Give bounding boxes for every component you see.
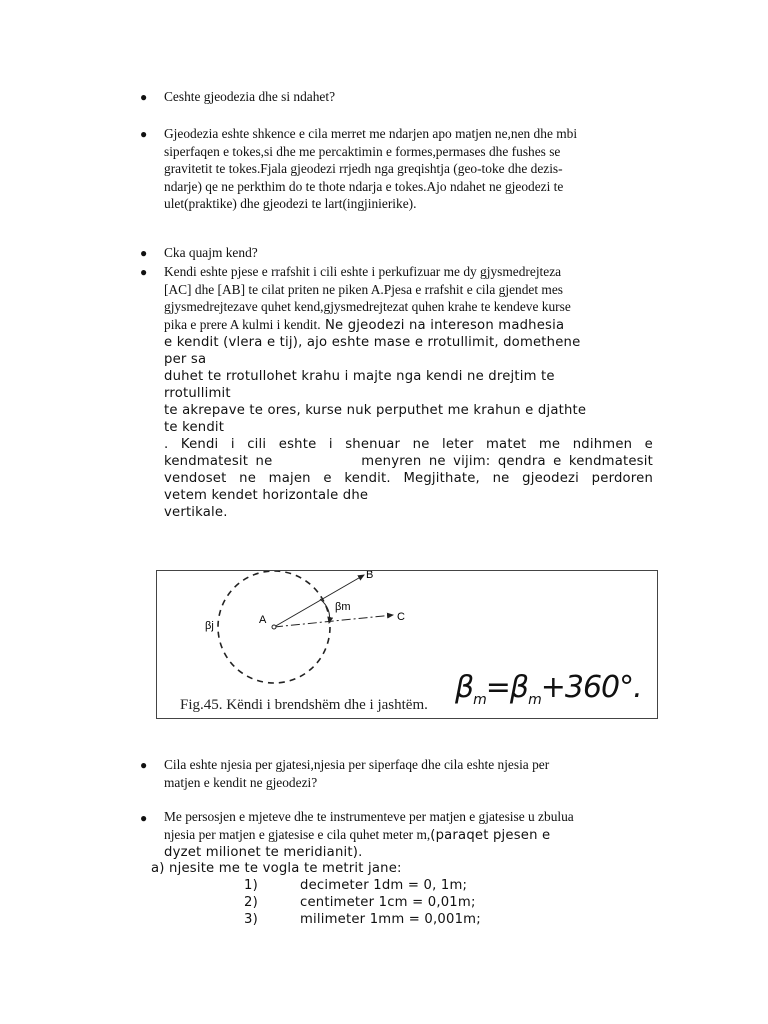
text-line: Me persosjen e mjeteve dhe te instrumenteve per matjen e gjatesise u zbulua	[164, 809, 574, 824]
text-line: gjysmedrejtezave quhet kend,gjysmedrejtezat quhen krahe te kendeve kurse	[164, 299, 571, 314]
unit-text: milimeter 1mm = 0,001m;	[300, 912, 481, 927]
text-line: Kendi eshte pjese e rrafshit i cili eshte i perkufizuar me dy gjysmedrejteza	[164, 264, 562, 279]
answer-angle	[164, 263, 653, 521]
unit-number: 2)	[244, 895, 258, 910]
text-line: matjen e kendit ne gjeodezi?	[164, 774, 318, 790]
text-line: siperfaqen e tokes,si dhe me percaktimin e formes,permases dhe fushes se	[164, 143, 561, 159]
text-line: per sa	[164, 351, 207, 367]
text-line: e kendit (vlera e tij), ajo eshte mase e rrotullimit, domethene	[164, 334, 581, 350]
formula-part: =β	[485, 670, 529, 705]
text-line: duhet te rrotullohet krahu i majte nga kendi ne drejtim te	[164, 368, 555, 384]
bullet-icon: ●	[140, 265, 148, 279]
label-beta-j: βj	[205, 620, 214, 632]
question-geodesy: Ceshte gjeodezia dhe si ndahet?	[164, 89, 336, 104]
unit-number: 3)	[244, 912, 258, 927]
unit-text: decimeter 1dm = 0, 1m;	[300, 878, 468, 893]
text-line: vetem kendet horizontale dhe	[164, 487, 369, 503]
label-beta-m: βm	[335, 601, 351, 613]
formula-sub: m	[528, 692, 541, 708]
answer-geodesy	[164, 125, 634, 213]
text-line: dyzet milionet te meridianit).	[164, 844, 363, 860]
text-line: Gjeodezia eshte shkence e cila merret me ndarjen apo matjen ne,nen dhe mbi	[164, 126, 578, 141]
bullet-icon: ●	[140, 90, 148, 104]
label-c: C	[397, 611, 405, 623]
question-angle: Cka quajm kend?	[164, 245, 258, 260]
formula-part: +360°.	[540, 670, 642, 705]
text-line-justified: . Kendi i cili eshte i shenuar ne leter matet me ndihmen e	[164, 436, 653, 452]
text-line: gravitetit te tokes.Fjala gjeodezi rrjedh nga greqishtja (geo-toke dhe dezis-	[164, 161, 563, 176]
bullet-icon: ●	[140, 758, 148, 772]
label-b: B	[366, 571, 374, 581]
bullet-icon: ●	[140, 246, 148, 260]
formula-sub: m	[473, 692, 486, 708]
question-units	[164, 756, 549, 791]
bullet-icon: ●	[140, 811, 148, 825]
figure-caption: Fig.45. Këndi i brendshëm dhe i jashtëm.	[180, 697, 428, 713]
text-line: [AC] dhe [AB] te cilat priten ne piken A.Pjesa e rrafshit e cila gjendet mes	[164, 281, 563, 297]
text-line-justified: kendmatesit ne menyren ne vijim: qendra e kendmatesit	[164, 453, 653, 469]
text-line-mixed	[164, 316, 653, 334]
angle-formula	[455, 670, 642, 708]
text-line: te kendit	[164, 419, 225, 435]
angle-arc	[320, 599, 330, 623]
unit-number: 1)	[244, 878, 258, 893]
formula-part: β	[455, 670, 474, 705]
text-line: rrotullimit	[164, 385, 231, 401]
text-serif-part: pika e prere A kulmi i kendit.	[164, 316, 321, 332]
unit-text: centimeter 1cm = 0,01m;	[300, 895, 476, 910]
text-line: ulet(praktike) dhe gjeodezi te lart(ingjinierike).	[164, 196, 417, 211]
label-a: A	[259, 614, 267, 626]
text-line: ndarje) qe ne perkthim do te thote ndarja e tokes.Ajo ndahet ne gjeodezi te	[164, 178, 564, 194]
text-sans-part: Ne gjeodezi na intereson madhesia	[320, 317, 565, 333]
text-serif-part: njesia per matjen e gjatesise e cila quhet meter m,	[164, 826, 431, 842]
text-line: vertikale.	[164, 504, 228, 520]
bullet-icon: ●	[140, 127, 148, 141]
answer-units	[164, 808, 574, 861]
vertex-a	[272, 625, 276, 629]
text-line-mixed	[164, 826, 574, 844]
units-subheading: a) njesite me te vogla te metrit jane:	[151, 861, 402, 876]
text-sans-part: (paraqet pjesen e	[430, 827, 551, 843]
text-line-justified: vendoset ne majen e kendit. Megjithate, ne gjeodezi perdoren	[164, 470, 653, 486]
text-line: te akrepave te ores, kurse nuk perputhet me krahun e djathte	[164, 402, 587, 418]
text-line: Cila eshte njesia per gjatesi,njesia per siperfaqe dhe cila eshte njesia per	[164, 757, 550, 772]
